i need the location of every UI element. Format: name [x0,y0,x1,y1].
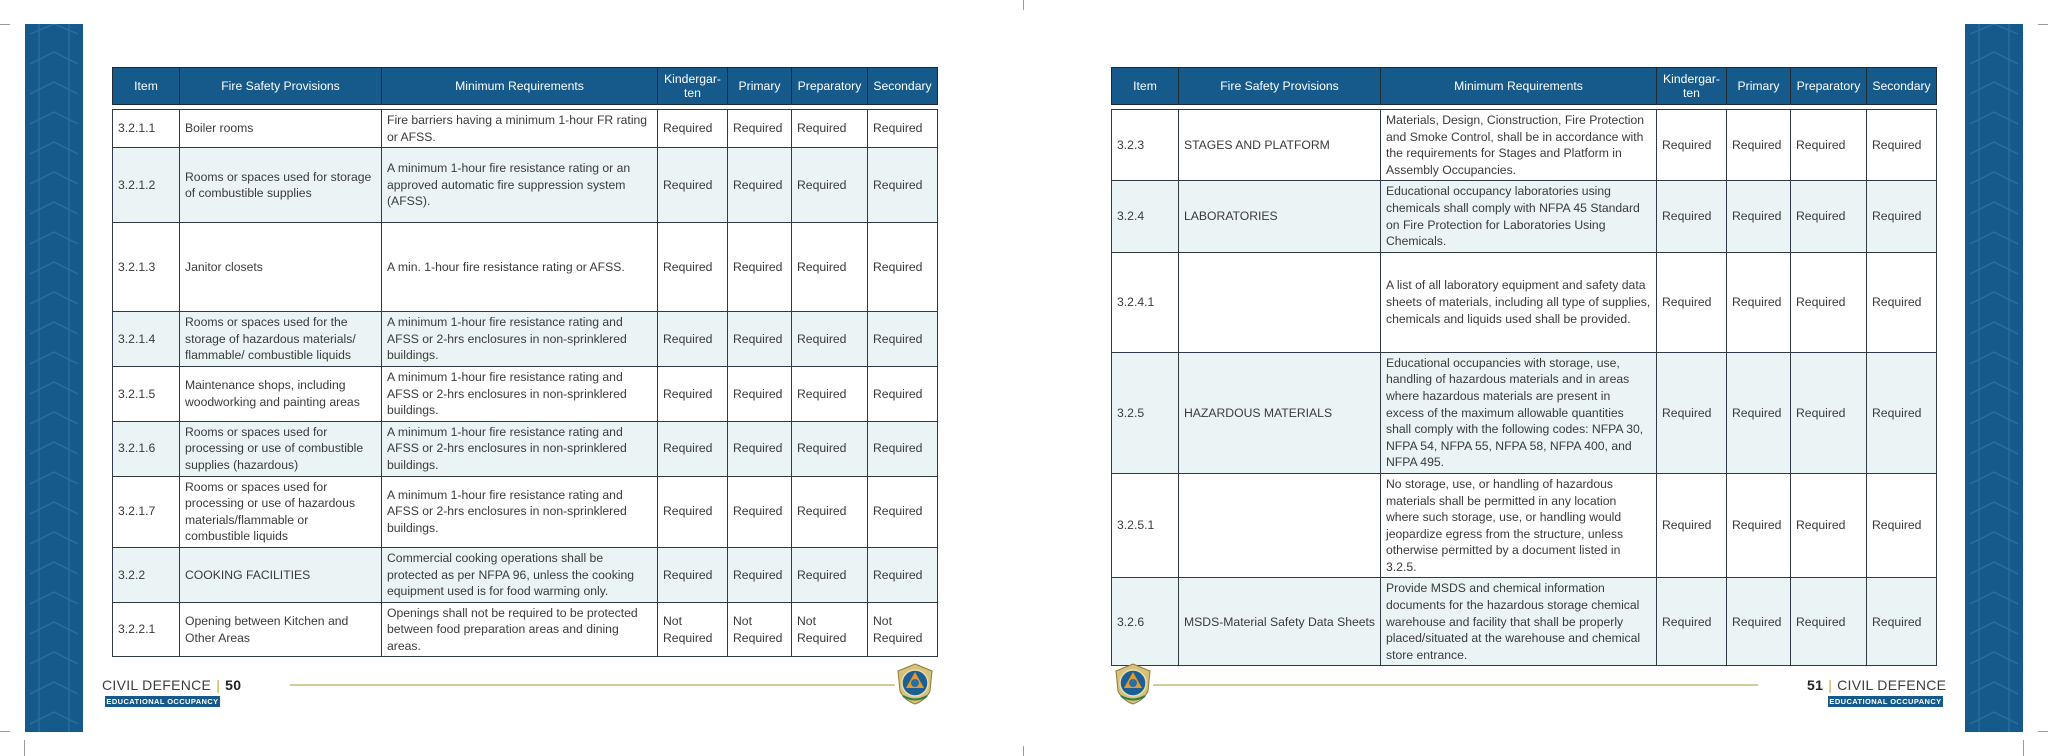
cell-primary: Required [728,312,792,367]
column-header-item: Item [1112,68,1179,105]
table-row [113,476,938,547]
cell-preparatory: Required [1791,110,1867,181]
cell-secondary: Required [868,421,938,476]
page-number: 51 [1807,677,1824,693]
cell-primary: Required [1727,181,1791,252]
cell-requirement: A minimum 1-hour fire resistance rating and AFSS or 2-hrs enclosures in non-sprinklered buildings. [382,312,658,367]
cell-kindergarten: Required [1657,578,1727,666]
cell-requirement: Fire barriers having a minimum 1-hour FR rating or AFSS. [382,110,658,148]
cell-item: 3.2.2.1 [113,602,180,657]
cell-preparatory: Required [792,110,868,148]
table-row [113,148,938,223]
crop-mark [2038,24,2048,25]
cell-item: 3.2.1.1 [113,110,180,148]
cell-provision: Rooms or spaces used for storage of combustible supplies [180,148,382,223]
decorative-side-band [1965,24,2023,732]
civil-defence-emblem-icon [895,663,935,705]
cell-requirement: A minimum 1-hour fire resistance rating and AFSS or 2-hrs enclosures in non-sprinklered buildings. [382,421,658,476]
footer-divider [1153,684,1758,686]
table-row [1112,473,1937,578]
cell-kindergarten: Required [658,148,728,223]
cell-kindergarten: Required [1657,473,1727,578]
cell-provision: Opening between Kitchen and Other Areas [180,602,382,657]
column-header-kindergarten: Kindergar-ten [658,68,728,105]
cell-secondary: Required [1867,110,1937,181]
cell-preparatory: Required [792,547,868,602]
cell-kindergarten: Required [658,476,728,547]
table-row [1112,578,1937,666]
cell-item: 3.2.5.1 [1112,473,1179,578]
table-header-row [1112,68,1937,105]
cell-preparatory: Required [792,366,868,421]
cell-kindergarten: Required [1657,252,1727,352]
cell-requirement: Educational occupancies with storage, use, handling of hazardous materials and in areas where hazardous materials are present in excess of the maximum allowable quantities shall comply with the following codes: NFPA 30, NFPA 54, NFPA 55, NFPA 58, NFPA 400, and NFPA 495. [1381,352,1657,473]
cell-kindergarten: Required [658,110,728,148]
cell-item: 3.2.1.3 [113,223,180,312]
cell-item: 3.2.2 [113,547,180,602]
table-row [113,312,938,367]
civil-defence-emblem-icon [1113,663,1153,705]
footer-section-tag: EDUCATIONAL OCCUPANCY [1829,697,1942,706]
table-row [1112,252,1937,352]
cell-primary: Required [728,110,792,148]
footer-separator: | [216,677,221,693]
table-body [113,105,938,657]
cell-primary: Required [728,366,792,421]
cell-requirement: A min. 1-hour fire resistance rating or AFSS. [382,223,658,312]
column-header-secondary: Secondary [1867,68,1937,105]
cell-item: 3.2.1.2 [113,148,180,223]
cell-provision: COOKING FACILITIES [180,547,382,602]
cell-item: 3.2.5 [1112,352,1179,473]
cell-secondary: Required [868,223,938,312]
cell-requirement: A minimum 1-hour fire resistance rating and AFSS or 2-hrs enclosures in non-sprinklered buildings. [382,366,658,421]
table-row [113,366,938,421]
column-header-kindergarten: Kindergar-ten [1657,68,1727,105]
column-header-provisions: Fire Safety Provisions [180,68,382,105]
column-header-preparatory: Preparatory [1791,68,1867,105]
cell-provision: Boiler rooms [180,110,382,148]
cell-item: 3.2.3 [1112,110,1179,181]
cell-preparatory: Required [1791,473,1867,578]
table-row [1112,181,1937,252]
cell-preparatory: Required [792,476,868,547]
cell-provision: Rooms or spaces used for processing or use of hazardous materials/flammable or combustible liquids [180,476,382,547]
cell-requirement: Materials, Design, Cionstruction, Fire Protection and Smoke Control, shall be in accordance with the requirements for Stages and Platform in Assembly Occupancies. [1381,110,1657,181]
cell-requirement: A minimum 1-hour fire resistance rating or an approved automatic fire suppression system (AFSS). [382,148,658,223]
cell-provision: HAZARDOUS MATERIALS [1179,352,1381,473]
table-row [1112,110,1937,181]
crop-mark [1023,0,1024,10]
cell-primary: Required [728,223,792,312]
cell-provision: Maintenance shops, including woodworking and painting areas [180,366,382,421]
footer-brand-right [1807,677,1946,693]
crop-mark [0,731,10,732]
cell-requirement: Openings shall not be required to be protected between food preparation areas and dining areas. [382,602,658,657]
cell-kindergarten: Required [1657,352,1727,473]
cell-secondary: Required [868,110,938,148]
cell-primary: Required [728,148,792,223]
cell-item: 3.2.1.4 [113,312,180,367]
column-header-primary: Primary [1727,68,1791,105]
cell-kindergarten: Required [658,312,728,367]
cell-provision: LABORATORIES [1179,181,1381,252]
footer-section-tag: EDUCATIONAL OCCUPANCY [106,697,219,706]
cell-secondary: Required [1867,181,1937,252]
column-header-item: Item [113,68,180,105]
cell-kindergarten: Not Required [658,602,728,657]
cell-preparatory: Required [1791,252,1867,352]
table-row [113,602,938,657]
cell-secondary: Required [868,366,938,421]
cell-preparatory: Not Required [792,602,868,657]
cell-requirement: A minimum 1-hour fire resistance rating and AFSS or 2-hrs enclosures in non-sprinklered buildings. [382,476,658,547]
table-body [1112,105,1937,666]
cell-preparatory: Required [792,421,868,476]
cell-secondary: Required [1867,473,1937,578]
cell-item: 3.2.1.6 [113,421,180,476]
table-row [113,421,938,476]
crop-mark [2023,740,2024,756]
cell-primary: Required [728,547,792,602]
footer-divider [290,684,895,686]
cell-requirement: A list of all laboratory equipment and safety data sheets of materials, including all type of supplies, chemicals and liquids used shall be provided. [1381,252,1657,352]
cell-preparatory: Required [1791,352,1867,473]
cell-requirement: No storage, use, or handling of hazardous materials shall be permitted in any location where such storage, use, or handling would jeopardize egress from the structure, unless otherwise permitted by a document listed in 3.2.5. [1381,473,1657,578]
cell-kindergarten: Required [658,547,728,602]
cell-secondary: Not Required [868,602,938,657]
cell-provision [1179,252,1381,352]
cell-provision [1179,473,1381,578]
column-header-provisions: Fire Safety Provisions [1179,68,1381,105]
decorative-side-band [25,24,83,732]
cell-preparatory: Required [792,148,868,223]
cell-kindergarten: Required [1657,181,1727,252]
table-row [1112,352,1937,473]
cell-item: 3.2.1.5 [113,366,180,421]
cell-primary: Required [1727,352,1791,473]
cell-primary: Required [1727,578,1791,666]
footer-brand-name: CIVIL DEFENCE [102,677,212,693]
cell-kindergarten: Required [658,223,728,312]
table-header-row [113,68,938,105]
cell-secondary: Required [1867,352,1937,473]
column-header-requirements: Minimum Requirements [382,68,658,105]
cell-provision: STAGES AND PLATFORM [1179,110,1381,181]
cell-preparatory: Required [1791,578,1867,666]
cell-item: 3.2.6 [1112,578,1179,666]
crop-mark [24,740,25,756]
cell-item: 3.2.4 [1112,181,1179,252]
cell-secondary: Required [868,476,938,547]
column-header-primary: Primary [728,68,792,105]
table-row [113,547,938,602]
crop-mark [1023,746,1024,756]
cell-secondary: Required [1867,578,1937,666]
crop-mark [2038,731,2048,732]
footer-brand-left [102,677,241,693]
cell-kindergarten: Required [1657,110,1727,181]
table-row [113,223,938,312]
column-header-requirements: Minimum Requirements [1381,68,1657,105]
cell-kindergarten: Required [658,421,728,476]
fire-safety-table-left [112,67,938,657]
cell-kindergarten: Required [658,366,728,421]
cell-primary: Required [1727,252,1791,352]
cell-secondary: Required [868,547,938,602]
column-header-secondary: Secondary [868,68,938,105]
page-number: 50 [225,677,242,693]
cell-requirement: Commercial cooking operations shall be protected as per NFPA 96, unless the cooking equipment used is for food warming only. [382,547,658,602]
fire-safety-table-right [1111,67,1937,666]
cell-requirement: Provide MSDS and chemical information documents for the hazardous storage chemical warehouse and facility that shall be properly placed/situated at the warehouse and chemical store entrance. [1381,578,1657,666]
cell-item: 3.2.4.1 [1112,252,1179,352]
cell-item: 3.2.1.7 [113,476,180,547]
cell-secondary: Required [1867,252,1937,352]
cell-primary: Required [1727,110,1791,181]
cell-provision: MSDS-Material Safety Data Sheets [1179,578,1381,666]
cell-primary: Required [728,476,792,547]
cell-secondary: Required [868,312,938,367]
cell-provision: Rooms or spaces used for the storage of hazardous materials/ flammable/ combustible liquids [180,312,382,367]
cell-preparatory: Required [1791,181,1867,252]
column-header-preparatory: Preparatory [792,68,868,105]
cell-primary: Required [1727,473,1791,578]
crop-mark [0,24,10,25]
cell-primary: Required [728,421,792,476]
footer-separator: | [1828,677,1833,693]
table-row [113,110,938,148]
cell-primary: Not Required [728,602,792,657]
cell-preparatory: Required [792,312,868,367]
cell-preparatory: Required [792,223,868,312]
cell-secondary: Required [868,148,938,223]
footer-brand-name: CIVIL DEFENCE [1837,677,1947,693]
cell-provision: Janitor closets [180,223,382,312]
cell-requirement: Educational occupancy laboratories using chemicals shall comply with NFPA 45 Standard on Fire Protection for Laboratories Using Chemicals. [1381,181,1657,252]
cell-provision: Rooms or spaces used for processing or use of combustible supplies (hazardous) [180,421,382,476]
